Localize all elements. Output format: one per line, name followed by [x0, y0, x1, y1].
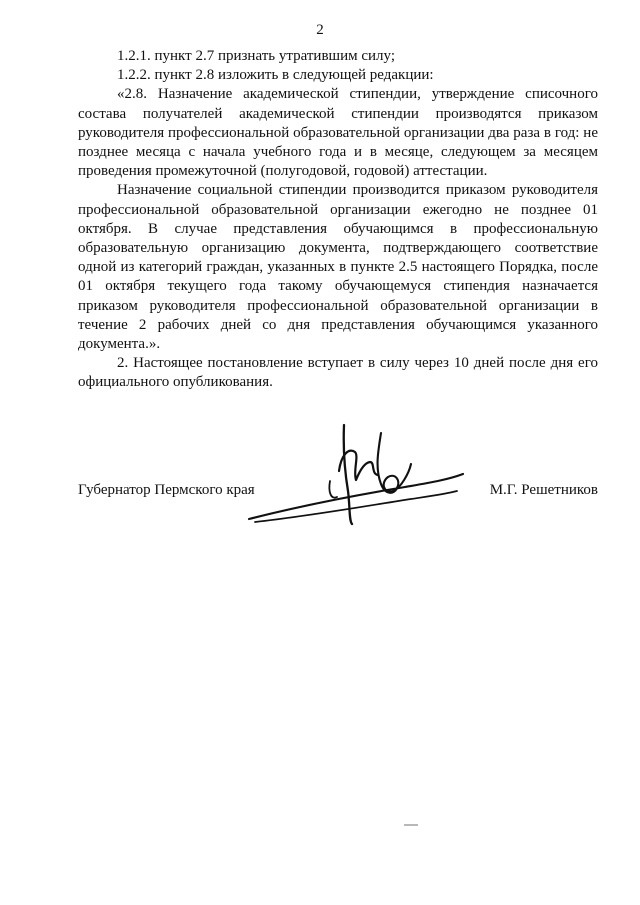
document-body — [78, 47, 598, 393]
signer-title: Губернатор Пермского края — [78, 482, 255, 498]
signer-name: М.Г. Решетников — [489, 482, 598, 498]
paragraph-1-2-2: 1.2.2. пункт 2.8 изложить в следующей редакции: — [117, 67, 434, 84]
paragraph-social-stipend: Назначение социальной стипендии производится приказом руководителя профессиональной образовательной организации ежегодно не позднее 01 октября. В случае представления обучающимся в профессиональную образовательную организацию документа, подтверждающего соответствие одной из категорий граждан, указанных в пункте 2.5 настоящего Порядка, после 01 октября текущего года такому обучающемуся стипендия назначается приказом руководителя профессиональной образовательной организации в течение 2 рабочих дней со дня представления обучающимся указанного документа.». — [78, 182, 598, 353]
paragraph-2-8: «2.8. Назначение академической стипендии, утверждение списочного состава получателей академической стипендии производятся приказом руководителя профессиональной образовательной организации два раза в год: не позднее месяца с начала учебного года и в месяце, следующем за месяцем проведения промежуточной (полугодовой, годовой) аттестации. — [78, 86, 598, 180]
paragraph-1-2-1: 1.2.1. пункт 2.7 признать утратившим силу; — [117, 48, 396, 64]
paragraph-effective-date: 2. Настоящее постановление вступает в силу через 10 дней после дня его официального опубликования. — [78, 355, 598, 391]
scan-mark — [404, 824, 418, 826]
handwritten-signature — [245, 418, 470, 530]
page-number: 2 — [316, 22, 324, 38]
